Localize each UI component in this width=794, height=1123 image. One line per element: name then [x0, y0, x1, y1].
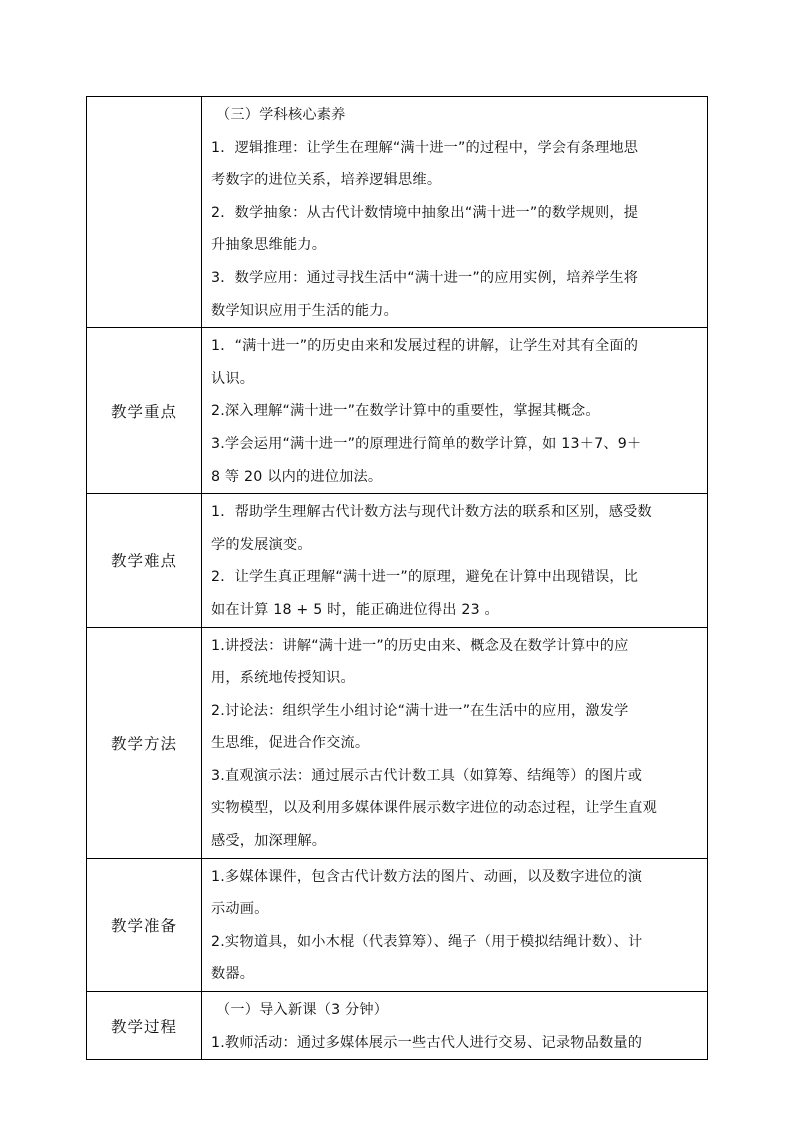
text-line: 学的发展演变。	[211, 536, 312, 553]
row-content-teaching-preparation	[202, 858, 708, 991]
text-line: 1．帮助学生理解古代计数方法与现代计数方法的联系和区别，感受数	[211, 504, 652, 521]
row-content-teaching-methods	[202, 627, 708, 858]
text-line: 1．逻辑推理：让学生在理解“满十进一”的过程中，学会有条理地思	[211, 139, 639, 156]
row-label-teaching-preparation: 教学准备	[87, 858, 202, 991]
row-label-difficult-points: 教学难点	[87, 494, 202, 627]
row-label-teaching-process: 教学过程	[87, 992, 202, 1060]
text-line: 示动画。	[211, 901, 269, 918]
text-line: 数器。	[211, 966, 255, 983]
text-line: 实物模型，以及利用多媒体课件展示数字进位的动态过程，让学生直观	[211, 800, 658, 817]
text-line: 3.学会运用“满十进一”的原理进行简单的数学计算，如 13＋7、9＋	[211, 435, 642, 452]
text-line: 1．“满十进一”的历史由来和发展过程的讲解，让学生对其有全面的	[211, 338, 639, 355]
text-line: 如在计算 18 + 5 时，能正确进位得出 23 。	[211, 601, 499, 618]
text-line: 认识。	[211, 370, 255, 387]
section-heading: （一）导入新课（3 分钟）	[216, 1002, 389, 1019]
row-label-teaching-methods: 教学方法	[87, 627, 202, 858]
row-content-key-points	[202, 328, 708, 494]
text-line: 1.多媒体课件，包含古代计数方法的图片、动画，以及数字进位的演	[211, 868, 643, 885]
text-line: 2.深入理解“满十进一”在数学计算中的重要性，掌握其概念。	[211, 403, 600, 420]
section-heading: （三）学科核心素养	[216, 107, 346, 123]
text-line: 1.教师活动：通过多媒体展示一些古代人进行交易、记录物品数量的	[211, 1034, 643, 1051]
text-line: 生思维，促进合作交流。	[211, 735, 370, 752]
table-row-teaching-process	[87, 992, 708, 1060]
text-line: 2．数学抽象：从古代计数情境中抽象出“满十进一”的数学规则，提	[211, 204, 639, 221]
text-line: 用，系统地传授知识。	[211, 670, 355, 687]
text-line: 考数字的进位关系，培养逻辑思维。	[211, 172, 442, 189]
text-line: 升抽象思维能力。	[211, 237, 327, 254]
text-line: 3．数学应用：通过寻找生活中“满十进一”的应用实例，培养学生将	[211, 269, 639, 286]
row-label-empty	[87, 97, 202, 328]
text-line: 2.讨论法：组织学生小组讨论“满十进一”在生活中的应用，激发学	[211, 702, 629, 719]
table-row-core-literacy	[87, 97, 708, 328]
row-label-key-points: 教学重点	[87, 328, 202, 494]
text-line: 3.直观演示法：通过展示古代计数工具（如算筹、结绳等）的图片或	[211, 767, 643, 784]
row-content-difficult-points	[202, 494, 708, 627]
row-content-teaching-process	[202, 992, 708, 1060]
text-line: 数学知识应用于生活的能力。	[211, 302, 399, 319]
table-row-key-points	[87, 328, 708, 494]
text-line: 感受，加深理解。	[211, 833, 327, 850]
text-line: 1.讲授法：讲解“满十进一”的历史由来、概念及在数学计算中的应	[211, 637, 629, 654]
table-row-difficult-points	[87, 494, 708, 627]
text-line: 2．让学生真正理解“满十进一”的原理，避免在计算中出现错误，比	[211, 569, 639, 586]
table-row-teaching-methods	[87, 627, 708, 858]
row-content-core-literacy	[202, 97, 708, 328]
table-row-teaching-preparation	[87, 858, 708, 991]
text-line: 2.实物道具，如小木棍（代表算筹）、绳子（用于模拟结绳计数）、计	[211, 933, 643, 950]
text-line: 8 等 20 以内的进位加法。	[211, 468, 383, 485]
lesson-plan-table	[86, 96, 708, 1060]
